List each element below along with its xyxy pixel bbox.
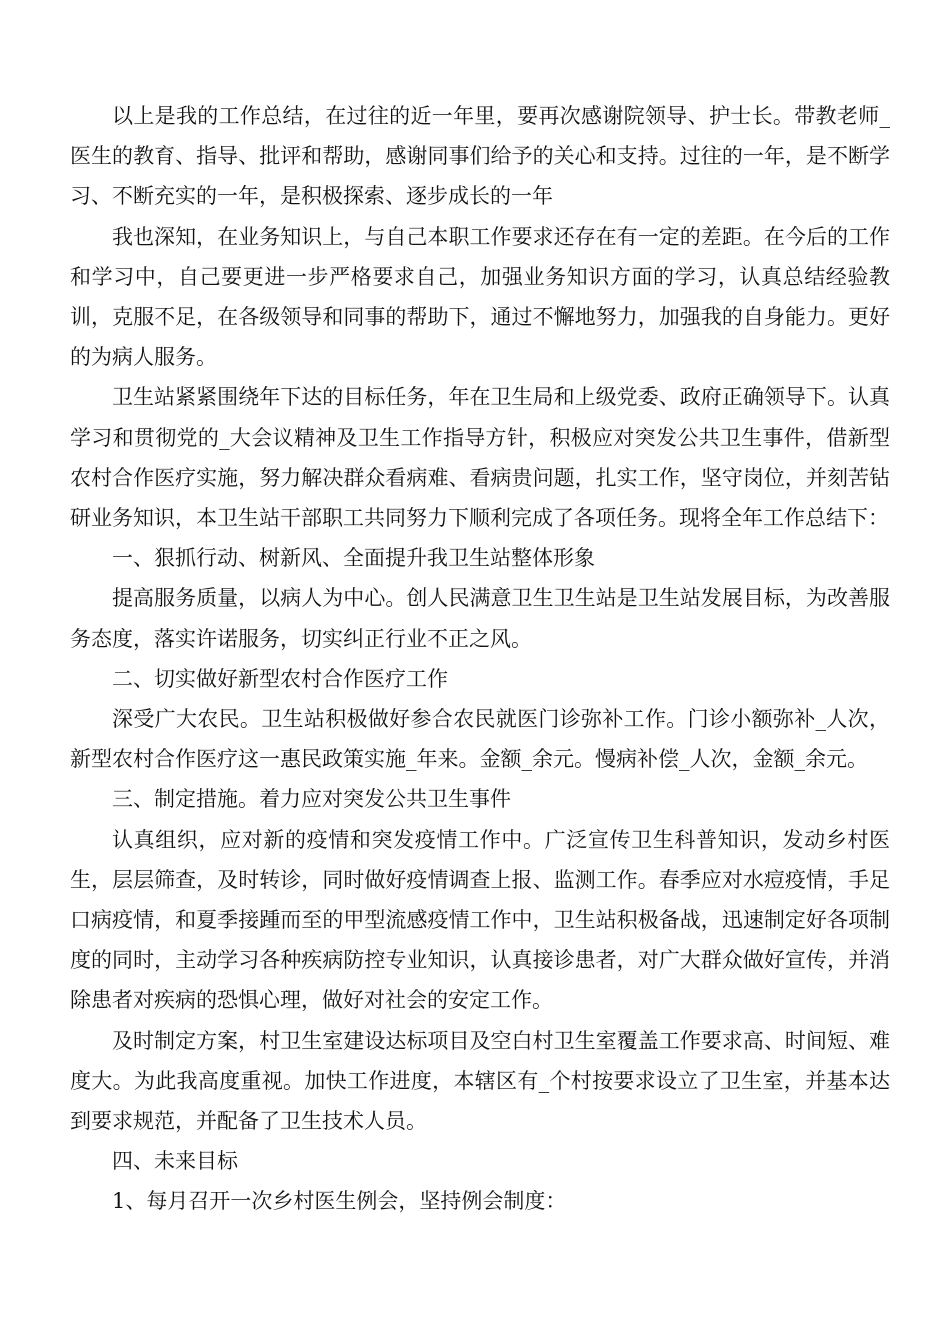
section-heading-1: 一、狠抓行动、树新风、全面提升我卫生站整体形象	[112, 546, 595, 571]
paragraph-clinic-construction: 及时制定方案，村卫生室建设达标项目及空白村卫生室覆盖工作要求高、时间短、难度大。为此我高度重视。加快工作进度，本辖区有_个村按要求设立了卫生室，并基本达到要求规范，并配备了卫生技术人员。	[70, 1028, 890, 1134]
paragraph-cooperative-medical: 深受广大农民。卫生站积极做好参合农民就医门诊弥补工作。门诊小额弥补_人次，新型农村合作医疗这一惠民政策实施_年来。金额_余元。慢病补偿_人次，金额_余元。	[70, 707, 890, 772]
document-body	[70, 96, 890, 1222]
paragraph-goal-1: 1、每月召开一次乡村医生例会，坚持例会制度：	[112, 1189, 567, 1214]
section-heading-2: 二、切实做好新型农村合作医疗工作	[112, 666, 448, 691]
section-heading-4: 四、未来目标	[112, 1149, 238, 1174]
paragraph-station-overview: 卫生站紧紧围绕年下达的目标任务，年在卫生局和上级党委、政府正确领导下。认真学习和贯彻党的_大会议精神及卫生工作指导方针，积极应对突发公共卫生事件，借新型农村合作医疗实施，努力解决群众看病难、看病贵问题，扎实工作，坚守岗位，并刻苦钻研业务知识，本卫生站干部职工共同努力下顺利完成了各项任务。现将全年工作总结下：	[70, 385, 890, 531]
paragraph-epidemic-response: 认真组织，应对新的疫情和突发疫情工作中。广泛宣传卫生科普知识，发动乡村医生，层层筛查，及时转诊，同时做好疫情调查上报、监测工作。春季应对水痘疫情，手足口病疫情，和夏季接踵而至的甲型流感疫情工作中，卫生站积极备战，迅速制定好各项制度的同时，主动学习各种疾病防控专业知识，认真接诊患者，对广大群众做好宣传，并消除患者对疾病的恐惧心理，做好对社会的安定工作。	[70, 827, 890, 1013]
section-heading-3: 三、制定措施。着力应对突发公共卫生事件	[112, 787, 511, 812]
paragraph-thanks: 以上是我的工作总结，在过往的近一年里，要再次感谢院领导、护士长。带教老师_医生的教育、指导、批评和帮助，感谢同事们给予的关心和支持。过往的一年，是不断学习、不断充实的一年，是积极探索、逐步成长的一年	[70, 104, 890, 209]
paragraph-self-assessment: 我也深知，在业务知识上，与自己本职工作要求还存在有一定的差距。在今后的工作和学习中，自己要更进一步严格要求自己，加强业务知识方面的学习，认真总结经验教训，克服不足，在各级领导和同事的帮助下，通过不懈地努力，加强我的自身能力。更好的为病人服务。	[70, 224, 890, 370]
paragraph-service-quality: 提高服务质量，以病人为中心。创人民满意卫生卫生站是卫生站发展目标，为改善服务态度，落实许诺服务，切实纠正行业不正之风。	[70, 586, 890, 651]
